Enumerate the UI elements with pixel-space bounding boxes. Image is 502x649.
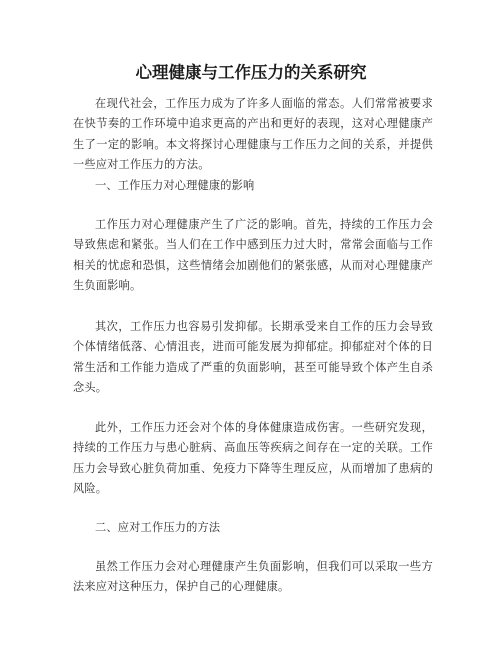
section-1-paragraph-2: 其次，工作压力也容易引发抑郁。长期承受来自工作的压力会导致个体情绪低落、心情沮丧，进而可能发展为抑郁症。抑郁症对个体的日常生活和工作能力造成了严重的负面影响，甚至可能导致个体产生自杀念头。 bbox=[73, 320, 433, 394]
section-1-paragraph-3: 此外，工作压力还会对个体的身体健康造成伤害。一些研究发现，持续的工作压力与患心脏病、高血压等疾病之间存在一定的关联。工作压力会导致心脏负荷加重、免疫力下降等生理反应，从而增加了患病的风险。 bbox=[73, 421, 433, 495]
intro-paragraph: 在现代社会，工作压力成为了许多人面临的常态。人们常常被要求在快节奏的工作环境中追求更高的产出和更好的表现，这对心理健康产生了一定的影响。本文将探讨心理健康与工作压力之间的关系，并提供一些应对工作压力的方法。 bbox=[73, 97, 433, 171]
section-2-paragraph-1: 虽然工作压力会对心理健康产生负面影响，但我们可以采取一些方法来应对这种压力，保护自己的心理健康。 bbox=[73, 560, 433, 594]
document-title: 心理健康与工作压力的关系研究 bbox=[135, 63, 367, 82]
section-2-heading: 二、应对工作压力的方法 bbox=[95, 521, 221, 534]
section-1-heading: 一、工作压力对心理健康的影响 bbox=[95, 179, 255, 192]
section-1-paragraph-1: 工作压力对心理健康产生了广泛的影响。首先，持续的工作压力会导致焦虑和紧张。当人们在工作中感到压力过大时，常常会面临与工作相关的忧虑和恐惧，这些情绪会加剧他们的紧张感，从而对心理健康产生负面影响。 bbox=[73, 218, 433, 292]
